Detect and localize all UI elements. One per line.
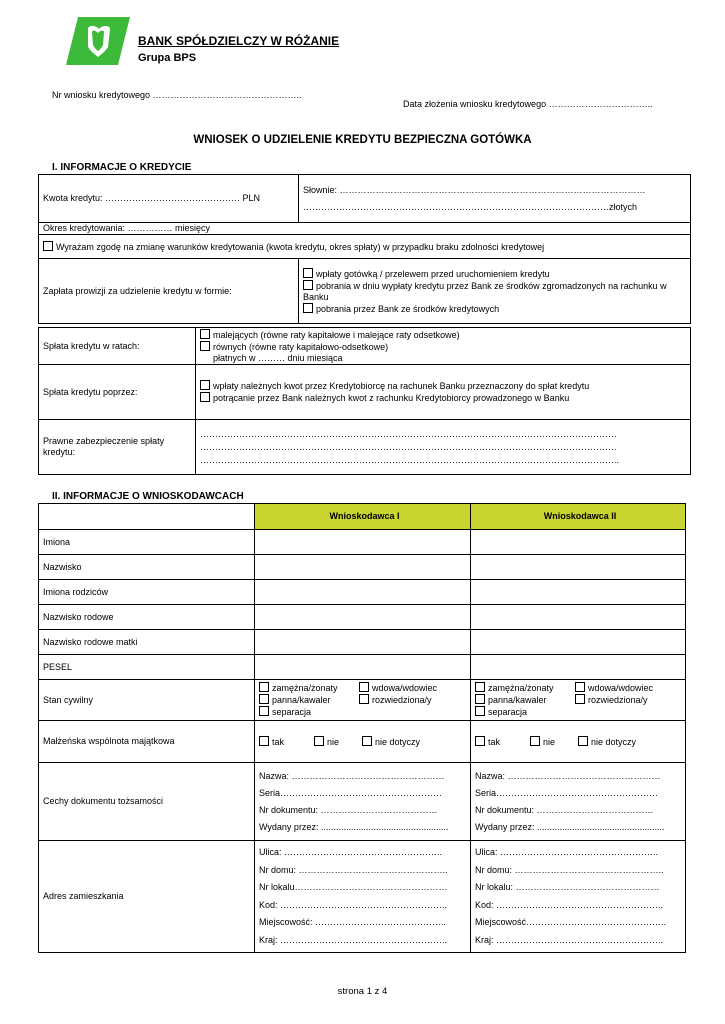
commission-label: Zapłata prowizji za udzielenie kredytu w formie: (39, 259, 299, 324)
commission-option-checkbox[interactable] (303, 303, 313, 313)
property-label: Małżeńska wspólnota majątkowa (39, 721, 255, 763)
commission-option-checkbox[interactable] (303, 268, 313, 278)
civil-checkbox[interactable] (259, 694, 269, 704)
payment-day-field[interactable]: płatnych w ……… dniu miesiąca (213, 352, 343, 363)
installment-option-checkbox[interactable] (200, 329, 210, 339)
repayment-label: Spłata kredytu poprzez: (39, 365, 196, 420)
applicant-1-input[interactable] (255, 530, 471, 555)
applicant-2-address-fields[interactable]: Ulica: …………………………………………….. Nr domu: ………………………………………….. Nr lokalu: ………………………………………… Kod: ……………………………………………….. Miejscowość……………………………………….. Kraj: ……………………………………………….. (471, 841, 686, 953)
row-label: PESEL (39, 655, 255, 680)
commission-option-checkbox[interactable] (303, 280, 313, 290)
repayment-option-checkbox[interactable] (200, 380, 210, 390)
property-checkbox[interactable] (259, 736, 269, 746)
repayment-options: wpłaty należnych kwot przez Kredytobiorcę na rachunek Banku przeznaczony do spłat kredytu potrącanie przez Bank należnych kwot z rachunku Kredytobiorcy prowadzonego w Banku (196, 365, 691, 420)
civil-checkbox[interactable] (475, 682, 485, 692)
row-label: Imiona (39, 530, 255, 555)
applicant-1-input[interactable] (255, 555, 471, 580)
civil-checkbox[interactable] (475, 706, 485, 716)
civil-status-label: Stan cywilny (39, 680, 255, 721)
document-title: WNIOSEK O UDZIELENIE KREDYTU BEZPIECZNA GOTÓWKA (193, 134, 532, 146)
civil-checkbox[interactable] (359, 694, 369, 704)
row-label: Imiona rodziców (39, 580, 255, 605)
row-label: Nazwisko (39, 555, 255, 580)
security-lines[interactable]: …………………………………………………………………………………………………………………………. …………………………………………………………………………………………………………………………. ………………………………………………………………………………………………………………………….. (196, 420, 691, 475)
applicants-table (38, 503, 686, 953)
row-label: Nazwisko rodowe (39, 605, 255, 630)
application-date-field[interactable]: Data złożenia wniosku kredytowego …………………………….. (403, 99, 653, 109)
applicant-1-id-fields[interactable]: Nazwa: …………………………………………… Seria……………………………………………… Nr dokumentu: ………………………………… Wydany przez: ................................................... (255, 763, 471, 841)
applicant-2-civil-status: zamężna/żonaty wdowa/wdowiec panna/kawaler rozwiedziona/y separacja (471, 680, 686, 721)
credit-info-table (38, 174, 691, 324)
civil-checkbox[interactable] (359, 682, 369, 692)
section-1-title: I. INFORMACJE O KREDYCIE (52, 162, 192, 173)
applicant-1-property: tak nie nie dotyczy (255, 721, 471, 763)
header-empty (39, 504, 255, 530)
credit-period-field[interactable]: Okres kredytowania: …………… miesięcy (39, 223, 691, 235)
amount-in-words-field[interactable]: Słownie: ………………………………………………………………………………………… …………………………………………………………………………………………złotych (299, 175, 691, 223)
applicant-1-input[interactable] (255, 580, 471, 605)
consent-checkbox[interactable] (43, 241, 53, 251)
civil-checkbox[interactable] (575, 694, 585, 704)
row-label: Nazwisko rodowe matki (39, 630, 255, 655)
property-checkbox[interactable] (475, 736, 485, 746)
applicant-2-header: Wnioskodawca II (471, 504, 686, 530)
civil-checkbox[interactable] (259, 682, 269, 692)
civil-checkbox[interactable] (259, 706, 269, 716)
applicant-2-property: tak nie nie dotyczy (471, 721, 686, 763)
installment-option-checkbox[interactable] (200, 341, 210, 351)
applicant-2-input[interactable] (471, 630, 686, 655)
security-label: Prawne zabezpieczenie spłaty kredytu: (39, 420, 196, 475)
repayment-option-checkbox[interactable] (200, 392, 210, 402)
section-2-title: II. INFORMACJE O WNIOSKODAWCACH (52, 491, 244, 502)
applicant-1-input[interactable] (255, 605, 471, 630)
applicant-1-address-fields[interactable]: Ulica: …………………………………………….. Nr domu: ………………………………………….. Nr lokalu…………………………………………… Kod: ……………………………………………….. Miejscowość: …………………………………….. Kraj: ……………………………………………….. (255, 841, 471, 953)
bank-logo (66, 17, 130, 65)
applicant-2-input[interactable] (471, 655, 686, 680)
repayment-table (38, 327, 691, 475)
installments-label: Spłata kredytu w ratach: (39, 328, 196, 365)
applicant-1-civil-status: zamężna/żonaty wdowa/wdowiec panna/kawaler rozwiedziona/y separacja (255, 680, 471, 721)
civil-checkbox[interactable] (575, 682, 585, 692)
consent-row: Wyrażam zgodę na zmianę warunków kredytowania (kwota kredytu, okres spłaty) w przypadku braku zdolności kredytowej (39, 235, 691, 259)
bank-name: BANK SPÓŁDZIELCZY W RÓŻANIE (138, 34, 340, 48)
applicant-1-header: Wnioskodawca I (255, 504, 471, 530)
installments-options: malejących (równe raty kapitałowe i malejące raty odsetkowe) równych (równe raty kapitałowo-odsetkowe) płatnych w ……… dniu miesiąca (196, 328, 691, 365)
civil-checkbox[interactable] (475, 694, 485, 704)
address-label: Adres zamieszkania (39, 841, 255, 953)
application-number-field[interactable]: Nr wniosku kredytowego ………………………………………….. (52, 90, 302, 100)
id-document-label: Cechy dokumentu tożsamości (39, 763, 255, 841)
applicant-1-input[interactable] (255, 655, 471, 680)
credit-amount-field[interactable]: Kwota kredytu: ……………………………………… PLN (39, 175, 299, 223)
applicant-1-input[interactable] (255, 630, 471, 655)
applicant-2-id-fields[interactable]: Nazwa: …………………………………………… Seria……………………………………………… Nr dokumentu: ………………………………… Wydany przez: ................................................... (471, 763, 686, 841)
page-number: strona 1 z 4 (337, 986, 388, 997)
applicant-2-input[interactable] (471, 555, 686, 580)
property-checkbox[interactable] (578, 736, 588, 746)
property-checkbox[interactable] (314, 736, 324, 746)
applicant-2-input[interactable] (471, 580, 686, 605)
property-checkbox[interactable] (530, 736, 540, 746)
applicant-2-input[interactable] (471, 605, 686, 630)
commission-options: wpłaty gotówką / przelewem przed uruchomieniem kredytu pobrania w dniu wypłaty kredytu przez Bank ze środków zgromadzonych na rachunku w Banku pobrania przez Bank ze środków kredytowych (299, 259, 691, 324)
applicant-2-input[interactable] (471, 530, 686, 555)
bank-group: Grupa BPS (138, 52, 197, 64)
property-checkbox[interactable] (362, 736, 372, 746)
